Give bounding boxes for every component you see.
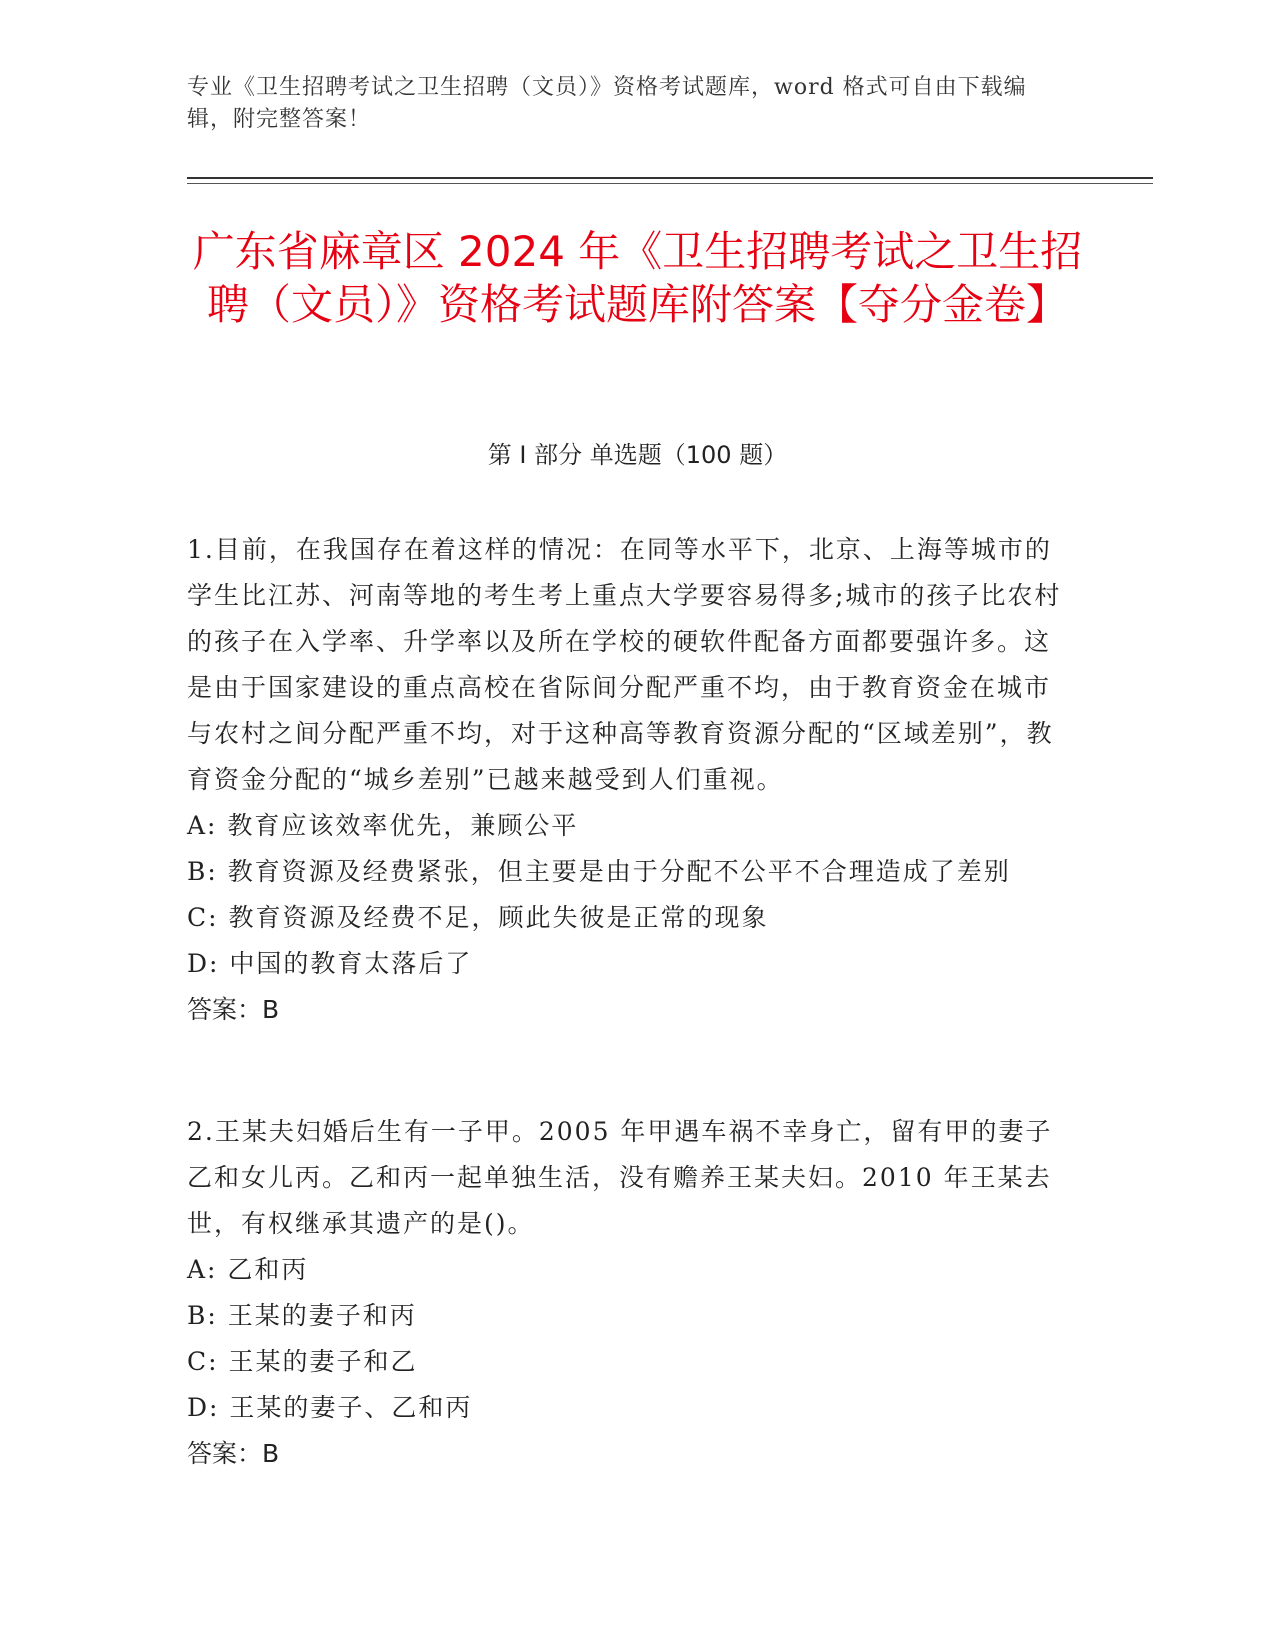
header-divider-thick — [187, 177, 1153, 179]
header-note: 专业《卫生招聘考试之卫生招聘（文员）》资格考试题库，word 格式可自由下载编辑，附完整答案！ — [187, 75, 1027, 132]
option-c: C: 王某的妻子和乙 — [187, 1347, 418, 1376]
header-divider-thin — [187, 183, 1153, 184]
section-heading: 第 I 部分 单选题（100 题） — [487, 441, 788, 469]
question-2 — [187, 1109, 1077, 1477]
option-b: B: 教育资源及经费紧张，但主要是由于分配不公平不合理造成了差别 — [187, 857, 1011, 886]
option-d: D: 王某的妻子、乙和丙 — [187, 1393, 473, 1422]
answer-label: 答案：B — [187, 995, 280, 1024]
question-stem: 1.目前，在我国存在着这样的情况：在同等水平下，北京、上海等城市的学生比江苏、河南等地的考生考上重点大学要容易得多;城市的孩子比农村的孩子在入学率、升学率以及所在学校的硬软件配备方面都要强许多。这是由于国家建设的重点高校在省际间分配严重不均，由于教育资金在城市与农村之间分配严重不均，对于这种高等教育资源分配的“区域差别”，教育资金分配的“城乡差别”已越来越受到人们重视。 — [187, 535, 1062, 794]
option-d: D: 中国的教育太落后了 — [187, 949, 473, 978]
option-a: A: 乙和丙 — [187, 1255, 309, 1284]
option-b: B: 王某的妻子和丙 — [187, 1301, 417, 1330]
document-title: 广东省麻章区 2024 年《卫生招聘考试之卫生招聘（文员）》资格考试题库附答案【夺分金卷】 — [192, 227, 1083, 329]
option-a: A: 教育应该效率优先，兼顾公平 — [187, 811, 579, 840]
option-c: C: 教育资源及经费不足，顾此失彼是正常的现象 — [187, 903, 769, 932]
answer-label: 答案：B — [187, 1439, 280, 1468]
question-stem: 2.王某夫妇婚后生有一子甲。2005 年甲遇车祸不幸身亡，留有甲的妻子乙和女儿丙。乙和丙一起单独生活，没有赡养王某夫妇。2010 年王某去世，有权继承其遗产的是()。 — [187, 1117, 1053, 1238]
question-1 — [187, 527, 1077, 1033]
